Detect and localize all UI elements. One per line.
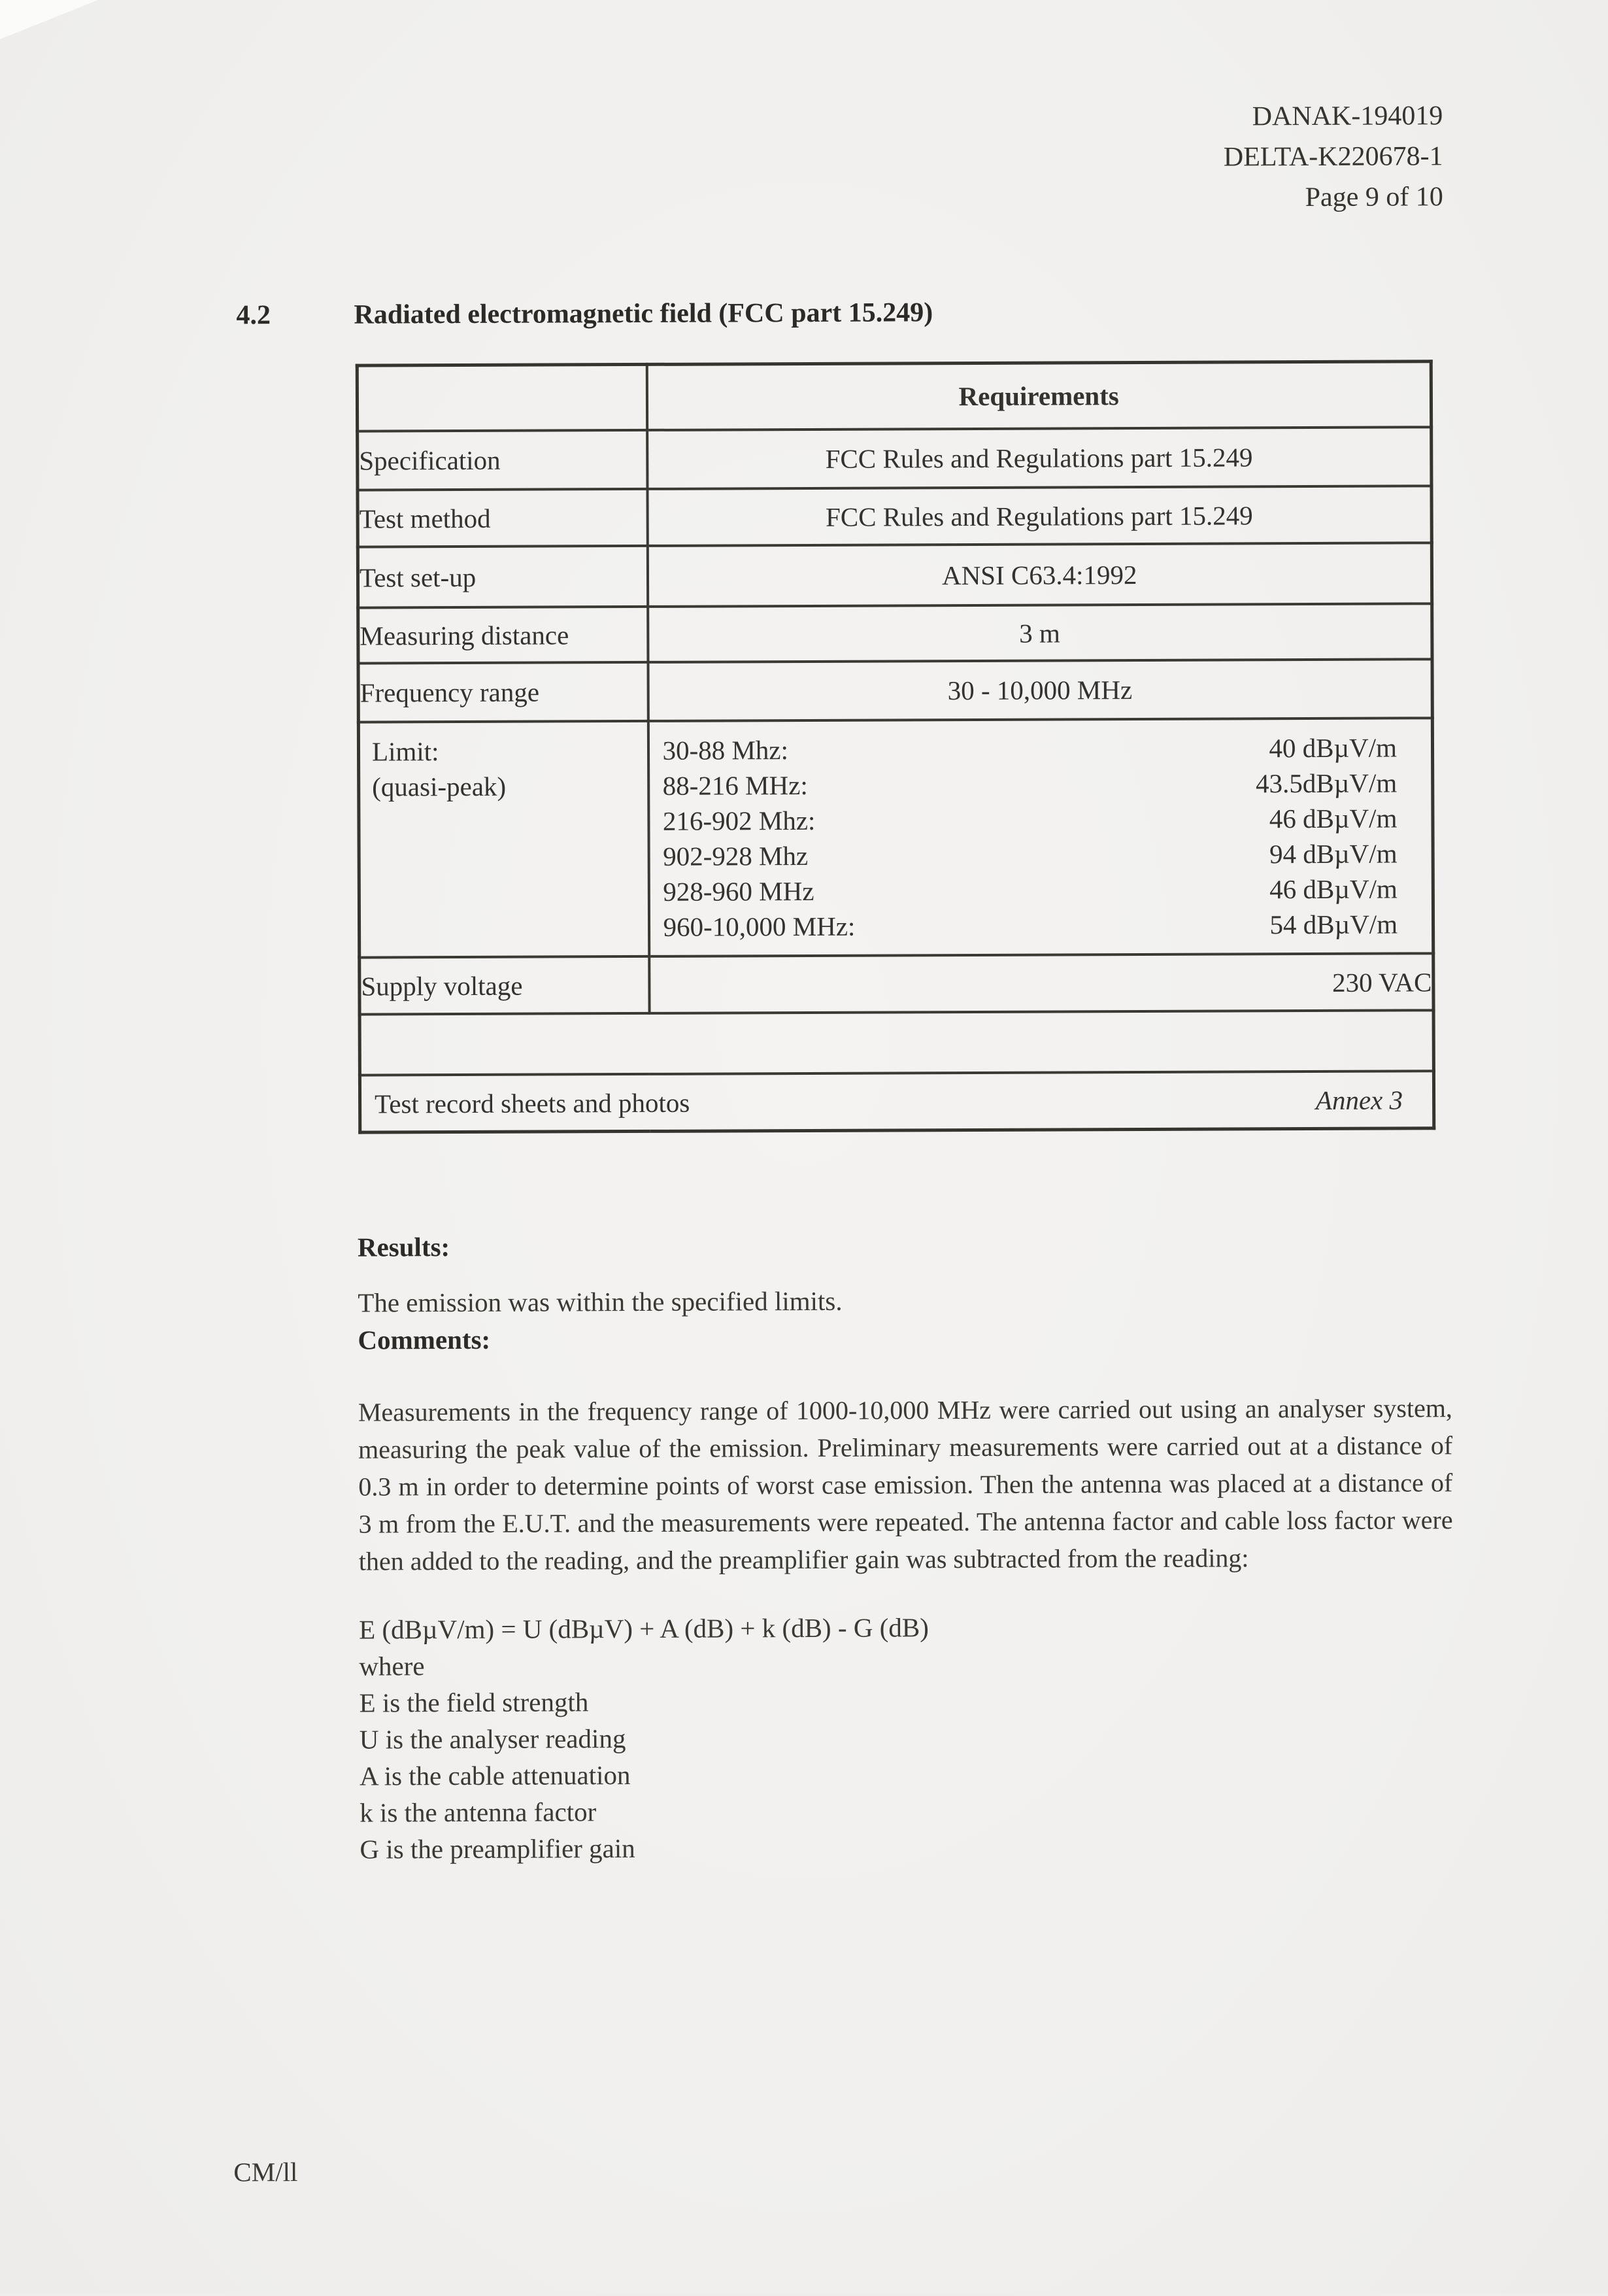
row-label: Supply voltage bbox=[360, 956, 649, 1015]
formula-block bbox=[359, 1607, 1454, 1867]
header-report-ref: DELTA-K220678-1 bbox=[1223, 141, 1443, 173]
table-row-empty bbox=[360, 1010, 1433, 1075]
limit-label-line1: Limit: bbox=[371, 736, 439, 767]
limit-values-cell bbox=[648, 718, 1433, 956]
limit-value: 46 dBµV/m bbox=[1269, 803, 1398, 834]
table-row bbox=[358, 543, 1432, 607]
table-row bbox=[358, 659, 1432, 722]
section-heading bbox=[236, 295, 1478, 331]
annex-reference: Annex 3 bbox=[1315, 1084, 1403, 1115]
row-label: Specification bbox=[358, 430, 647, 490]
record-cell bbox=[360, 1071, 1433, 1132]
section-number: 4.2 bbox=[236, 300, 271, 331]
row-label: Test method bbox=[358, 489, 647, 547]
comments-paragraph: Measurements in the frequency range of 1000-10,000 MHz were carried out using an analyser system, measuring the peak value of the emission. Preliminary measurements were carried out at a distance of 0.3 m in order to determine points of worst case emission. Then the antenna was placed at a distance of 3 m from the E.U.T. and the measurements were repeated. The antenna factor and cable loss factor were then added to the reading, and the preamplifier gain was subtracted from the reading: bbox=[358, 1393, 1453, 1576]
formula-where: where bbox=[359, 1651, 425, 1681]
body-text bbox=[358, 1224, 1454, 1867]
limit-entry bbox=[650, 765, 1432, 803]
limit-entry bbox=[650, 836, 1432, 874]
formula-definition: G is the preamplifier gain bbox=[360, 1833, 635, 1865]
row-label: Measuring distance bbox=[358, 607, 648, 664]
formula-equation: E (dBµV/m) = U (dBµV) + A (dB) + k (dB) - G (dB) bbox=[359, 1612, 929, 1645]
limit-value: 43.5dBµV/m bbox=[1256, 768, 1398, 799]
comments-heading: Comments: bbox=[358, 1324, 491, 1355]
table-row-record bbox=[360, 1071, 1433, 1132]
header-accreditation-ref: DANAK-194019 bbox=[1252, 101, 1443, 132]
row-value: 3 m bbox=[648, 603, 1432, 662]
formula-definition: A is the cable attenuation bbox=[359, 1760, 631, 1791]
row-value: FCC Rules and Regulations part 15.249 bbox=[647, 486, 1432, 546]
limit-range: 30-88 Mhz: bbox=[662, 735, 789, 766]
row-label: Frequency range bbox=[358, 662, 648, 722]
limit-range: 88-216 MHz: bbox=[662, 769, 808, 801]
row-label: Test set-up bbox=[358, 546, 647, 608]
table-row bbox=[358, 603, 1432, 663]
formula-definition: U is the analyser reading bbox=[359, 1723, 626, 1755]
limit-value: 94 dBµV/m bbox=[1269, 838, 1398, 869]
row-value: 30 - 10,000 MHz bbox=[648, 659, 1432, 721]
formula-definition: k is the antenna factor bbox=[360, 1797, 597, 1828]
limit-entry bbox=[649, 730, 1431, 768]
header-empty-cell bbox=[357, 364, 646, 431]
limit-entry bbox=[650, 871, 1432, 909]
requirements-table bbox=[356, 360, 1436, 1134]
table-row bbox=[358, 427, 1432, 490]
row-value: ANSI C63.4:1992 bbox=[647, 543, 1432, 607]
row-value: FCC Rules and Regulations part 15.249 bbox=[647, 427, 1432, 489]
table-row-header bbox=[357, 362, 1431, 431]
formula-definition: E is the field strength bbox=[359, 1687, 589, 1718]
limit-range: 902-928 Mhz bbox=[663, 840, 809, 871]
results-heading: Results: bbox=[357, 1232, 450, 1262]
limit-entry bbox=[650, 906, 1432, 945]
section-title: Radiated electromagnetic field (FCC part 15.249) bbox=[354, 297, 933, 330]
supply-voltage-value: 230 VAC bbox=[649, 953, 1433, 1013]
results-text: The emission was within the specified limits. bbox=[358, 1285, 843, 1318]
limit-value: 54 dBµV/m bbox=[1269, 909, 1398, 940]
limit-value: 46 dBµV/m bbox=[1269, 873, 1398, 905]
limit-value: 40 dBµV/m bbox=[1269, 732, 1398, 764]
record-label: Test record sheets and photos bbox=[375, 1087, 690, 1119]
empty-spacer-cell bbox=[360, 1010, 1433, 1075]
table-row-supply bbox=[360, 953, 1433, 1014]
footer-initials: CM/ll bbox=[233, 2156, 298, 2187]
limit-range: 216-902 Mhz: bbox=[662, 805, 816, 836]
limit-label-cell bbox=[358, 721, 648, 958]
header-page-number: Page 9 of 10 bbox=[1305, 182, 1443, 213]
limit-range: 928-960 MHz bbox=[663, 875, 814, 907]
limit-label-line2: (quasi-peak) bbox=[372, 771, 507, 802]
document-header bbox=[1223, 95, 1443, 218]
table-row-limit bbox=[358, 718, 1433, 957]
limit-range: 960-10,000 MHz: bbox=[663, 911, 856, 942]
table-row bbox=[358, 486, 1432, 547]
requirements-header-cell: Requirements bbox=[646, 362, 1431, 430]
limit-entry bbox=[650, 800, 1432, 839]
